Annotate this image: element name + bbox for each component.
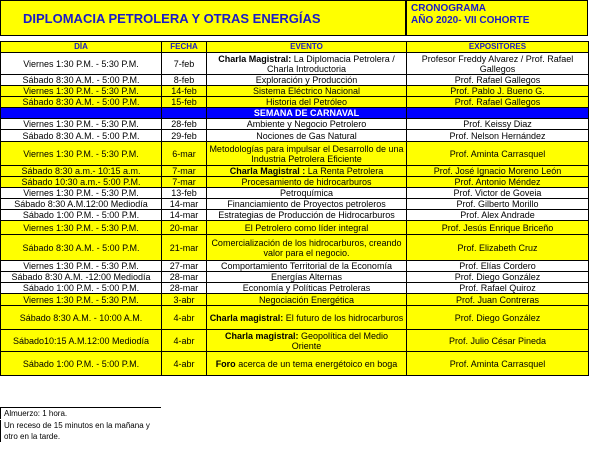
row-fecha: 4-abr — [162, 352, 207, 376]
evento-text: Ambiente y Negocio Petrolero — [246, 119, 367, 129]
row-evento — [207, 306, 407, 330]
row-fecha: 6-mar — [162, 142, 207, 166]
evento-text: Exploración y Producción — [255, 75, 358, 85]
evento-text: Comercialización de los hidrocarburos, creando valor para el negocio. — [211, 237, 402, 258]
row-fecha: 28-mar — [162, 283, 207, 294]
schedule-row — [1, 75, 589, 86]
evento-bold: Foro — [215, 358, 236, 369]
row-evento — [207, 352, 407, 376]
row-dia: Sábado 10:30 a.m.- 5:00 P.M. — [1, 177, 162, 188]
row-fecha: 27-mar — [162, 261, 207, 272]
row-evento — [207, 86, 407, 97]
evento-bold: Charla magistral: — [224, 330, 299, 341]
row-fecha: 7-mar — [162, 177, 207, 188]
row-evento — [207, 142, 407, 166]
schedule-row — [1, 210, 589, 221]
evento-bold: Charla Magistral: — [218, 53, 292, 64]
row-evento — [207, 294, 407, 306]
evento-text: Metodologías para impulsar el Desarrollo de una Industria Petrolera Eficiente — [209, 143, 404, 164]
schedule-row — [1, 142, 589, 166]
row-dia: Sábado 8:30 A.M. - 10:00 A.M. — [1, 306, 162, 330]
row-dia: Sábado 1:00 P.M. - 5:00 P.M. — [1, 352, 162, 376]
evento-text: El Petrolero como líder integral — [244, 222, 369, 233]
row-evento — [207, 53, 407, 75]
schedule-row — [1, 86, 589, 97]
schedule-row — [1, 166, 589, 177]
row-dia: Viernes 1:30 P.M. - 5:30 P.M. — [1, 221, 162, 235]
evento-text: Nociones de Gas Natural — [256, 130, 357, 141]
row-expositor: Prof. Jesús Enrique Briceño — [407, 221, 589, 235]
row-dia: Sábado 8:30 A.M. - 5:00 P.M. — [1, 130, 162, 142]
row-fecha: 4-abr — [162, 330, 207, 352]
row-evento — [207, 261, 407, 272]
row-expositor: Prof. Julio César Pineda — [407, 330, 589, 352]
row-fecha: 14-mar — [162, 199, 207, 210]
row-evento — [207, 188, 407, 199]
evento-text: Procesamiento de hidrocarburos — [241, 177, 372, 187]
header-row — [1, 42, 589, 53]
row-expositor: Prof. Aminta Carrasquel — [407, 142, 589, 166]
evento-text: Petroquímica — [279, 188, 334, 198]
schedule-row — [1, 221, 589, 235]
evento-text: Historia del Petróleo — [265, 97, 348, 107]
row-dia: Sábado 8:30 A.M. - 5:00 P.M. — [1, 75, 162, 86]
row-dia: Viernes 1:30 P.M. - 5:30 P.M. — [1, 142, 162, 166]
row-expositor: Prof. Elías Cordero — [407, 261, 589, 272]
schedule-row — [1, 199, 589, 210]
schedule-table — [0, 41, 589, 376]
row-dia: Sábado 8:30 A.M. - 5:00 P.M. — [1, 97, 162, 108]
row-evento — [207, 119, 407, 130]
schedule-row — [1, 261, 589, 272]
row-fecha: 15-feb — [162, 97, 207, 108]
row-dia: Viernes 1:30 P.M. - 5:30 P.M. — [1, 53, 162, 75]
row-fecha: 29-feb — [162, 130, 207, 142]
header-evento: EVENTO — [207, 42, 407, 53]
row-expositor: Prof. Nelson Hernández — [407, 130, 589, 142]
schedule-row — [1, 177, 589, 188]
header-dia: DÍA — [1, 42, 162, 53]
row-fecha: 14-feb — [162, 86, 207, 97]
row-dia: Sábado 8:30 A.M. - 5:00 P.M. — [1, 235, 162, 261]
row-dia: Viernes 1:30 P.M. - 5:30 P.M. — [1, 261, 162, 272]
row-expositor: Prof. Alex Andrade — [407, 210, 589, 221]
schedule-row — [1, 352, 589, 376]
row-fecha: 21-mar — [162, 235, 207, 261]
carnaval-row — [1, 108, 589, 119]
row-dia: Viernes 1:30 P.M. - 5:30 P.M. — [1, 119, 162, 130]
row-expositor: Prof. Diego González — [407, 272, 589, 283]
row-expositor: Prof. Aminta Carrasquel — [407, 352, 589, 376]
row-expositor: Prof. Rafael Quiroz — [407, 283, 589, 294]
carnaval-spacer-left — [1, 108, 162, 119]
cronograma-label — [406, 0, 588, 36]
row-evento — [207, 199, 407, 210]
row-fecha: 4-abr — [162, 306, 207, 330]
row-evento — [207, 130, 407, 142]
row-expositor: Profesor Freddy Alvarez / Prof. Rafael Gallegos — [407, 53, 589, 75]
carnaval-spacer-mid — [162, 108, 207, 119]
row-dia: Viernes 1:30 P.M. - 5:30 P.M. — [1, 294, 162, 306]
evento-text: Energías Alternas — [270, 272, 343, 282]
evento-text: La Renta Petrolera — [305, 166, 384, 176]
schedule-row — [1, 235, 589, 261]
evento-text: acerca de un tema energétoico en boga — [235, 358, 398, 369]
evento-text: Geopolítica del Medio Oriente — [291, 330, 389, 351]
row-dia: Sábado 8:30 a.m.- 10:15 a.m. — [1, 166, 162, 177]
row-fecha: 7-feb — [162, 53, 207, 75]
row-evento — [207, 210, 407, 221]
row-evento — [207, 330, 407, 352]
evento-text: Economía y Políticas Petroleras — [242, 283, 371, 293]
row-evento — [207, 97, 407, 108]
row-fecha: 7-mar — [162, 166, 207, 177]
row-evento — [207, 177, 407, 188]
evento-text: Estrategias de Producción de Hidrocarburos — [218, 210, 395, 220]
evento-bold: Charla magistral: — [209, 312, 284, 323]
schedule-row — [1, 283, 589, 294]
row-expositor: Prof. Pablo J. Bueno G. — [407, 86, 589, 97]
row-expositor: Prof. Keissy Diaz — [407, 119, 589, 130]
schedule-row — [1, 306, 589, 330]
row-evento — [207, 283, 407, 294]
schedule-row — [1, 294, 589, 306]
carnaval-label: SEMANA DE CARNAVAL — [207, 108, 407, 119]
row-dia: Sábado 8:30 A.M.12:00 Mediodía — [1, 199, 162, 210]
row-evento — [207, 75, 407, 86]
schedule-row — [1, 119, 589, 130]
schedule-row — [1, 53, 589, 75]
row-expositor: Prof. Diego González — [407, 306, 589, 330]
row-expositor: Prof. Antonio Méndez — [407, 177, 589, 188]
carnaval-spacer-right — [407, 108, 589, 119]
note-almuerzo: Almuerzo: 1 hora. — [0, 407, 161, 419]
evento-text: El futuro de los hidrocarburos — [283, 312, 404, 323]
evento-bold: Charla Magistral : — [229, 166, 306, 176]
row-dia: Viernes 1:30 P.M. - 5:30 P.M. — [1, 188, 162, 199]
row-expositor: Prof. Juan Contreras — [407, 294, 589, 306]
row-expositor: Prof. Rafael Gallegos — [407, 75, 589, 86]
evento-text: Financiamiento de Proyectos petroleros — [227, 199, 386, 209]
row-expositor: Prof. Gilberto Morillo — [407, 199, 589, 210]
evento-text: Sistema Eléctrico Nacional — [252, 86, 361, 96]
row-expositor: Prof. Elizabeth Cruz — [407, 235, 589, 261]
row-evento — [207, 221, 407, 235]
schedule-row — [1, 130, 589, 142]
evento-text: Comportamiento Territorial de la Economía — [221, 261, 392, 271]
row-fecha: 14-mar — [162, 210, 207, 221]
row-dia: Sábado 8:30 A.M. -12:00 Mediodía — [1, 272, 162, 283]
row-evento — [207, 166, 407, 177]
schedule-row — [1, 272, 589, 283]
row-dia: Sábado10:15 A.M.12:00 Mediodía — [1, 330, 162, 352]
row-dia: Viernes 1:30 P.M. - 5:30 P.M. — [1, 86, 162, 97]
row-dia: Sábado 1:00 P.M. - 5:00 P.M. — [1, 283, 162, 294]
row-fecha: 28-feb — [162, 119, 207, 130]
row-fecha: 3-abr — [162, 294, 207, 306]
evento-text: Negociación Energética — [258, 294, 355, 305]
row-dia: Sábado 1:00 P.M. - 5:00 P.M. — [1, 210, 162, 221]
cronograma-line-1: CRONOGRAMA — [411, 3, 486, 14]
row-fecha: 13-feb — [162, 188, 207, 199]
row-fecha: 8-feb — [162, 75, 207, 86]
row-expositor: Prof. José Ignacio Moreno León — [407, 166, 589, 177]
row-evento — [207, 272, 407, 283]
row-expositor: Prof. Victor de Goveia — [407, 188, 589, 199]
row-fecha: 20-mar — [162, 221, 207, 235]
schedule-row — [1, 330, 589, 352]
cronograma-line-2: AÑO 2020- VII COHORTE — [411, 15, 530, 26]
document-title: DIPLOMACIA PETROLERA Y OTRAS ENERGÍAS — [0, 0, 406, 36]
schedule-row — [1, 97, 589, 108]
row-fecha: 28-mar — [162, 272, 207, 283]
note-receso: Un receso de 15 minutos en la mañana y otro en la tarde. — [0, 420, 161, 442]
row-evento — [207, 235, 407, 261]
header-expositores: EXPOSITORES — [407, 42, 589, 53]
schedule-row — [1, 188, 589, 199]
evento-text: La Diplomacia Petrolera / Charla Introductoria — [266, 53, 395, 74]
schedule-body — [1, 42, 589, 376]
header-fecha: FECHA — [162, 42, 207, 53]
row-expositor: Prof. Rafael Gallegos — [407, 97, 589, 108]
